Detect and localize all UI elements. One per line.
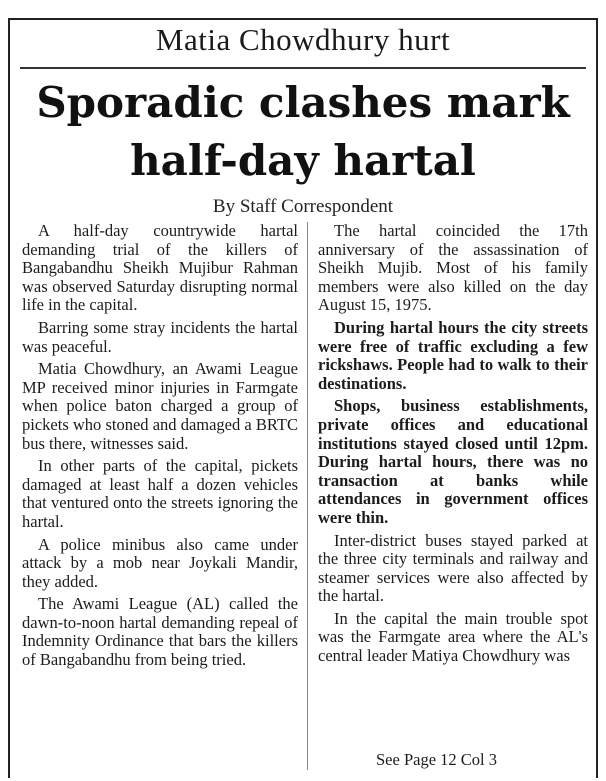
headline-line-2: half-day hartal xyxy=(130,136,476,185)
paragraph: Shops, business establishments, private offices and educational institutions stayed closed until 12pm. During hartal hours, there was no transaction at banks while attendances in government offices were thin. xyxy=(318,396,588,527)
paragraph: Matia Chowdhury, an Awami League MP received minor injuries in Farmgate when police baton charged a group of pickets who stoned and damaged a BRTC bus there, witnesses said. xyxy=(22,359,298,453)
paragraph: The Awami League (AL) called the dawn-to-noon hartal demanding repeal of Indemnity Ordinance that bars the killers of Bangabandhu from being tried. xyxy=(22,594,298,670)
paragraph: During hartal hours the city streets were free of traffic excluding a few rickshaws. People had to walk to their destinations. xyxy=(318,317,588,393)
paragraph: A police minibus also came under attack by a mob near Joykali Mandir, they added. xyxy=(22,534,298,591)
kicker-rule xyxy=(20,67,586,69)
headline-line-1: Sporadic clashes mark xyxy=(36,78,570,127)
right-column xyxy=(318,222,588,666)
continuation-jump-line: See Page 12 Col 3 xyxy=(376,750,497,769)
paragraph: A half-day countrywide hartal demanding trial of the killers of Bangabandhu Sheikh Mujibur Rahman was observed Saturday disrupting normal life in the capital. xyxy=(22,221,298,315)
left-column xyxy=(22,222,298,670)
paragraph: Barring some stray incidents the hartal was peaceful. xyxy=(22,317,298,356)
kicker-headline: Matia Chowdhury hurt xyxy=(155,22,451,57)
byline: By Staff Correspondent xyxy=(212,196,394,217)
main-headline xyxy=(0,74,606,190)
paragraph: Inter-district buses stayed parked at the three city terminals and railway and steamer services were also affected by the hartal. xyxy=(318,530,588,606)
paragraph: In other parts of the capital, pickets damaged at least half a dozen vehicles that ventured onto the streets ignoring the hartal. xyxy=(22,456,298,531)
paragraph: The hartal coincided the 17th anniversary of the assassination of Sheikh Mujib. Most of his family members were also killed on the day August 15, 1975. xyxy=(318,221,588,315)
column-divider xyxy=(307,222,308,770)
paragraph: In the capital the main trouble spot was the Farmgate area where the AL's central leader Matiya Chowdhury was xyxy=(318,608,588,666)
